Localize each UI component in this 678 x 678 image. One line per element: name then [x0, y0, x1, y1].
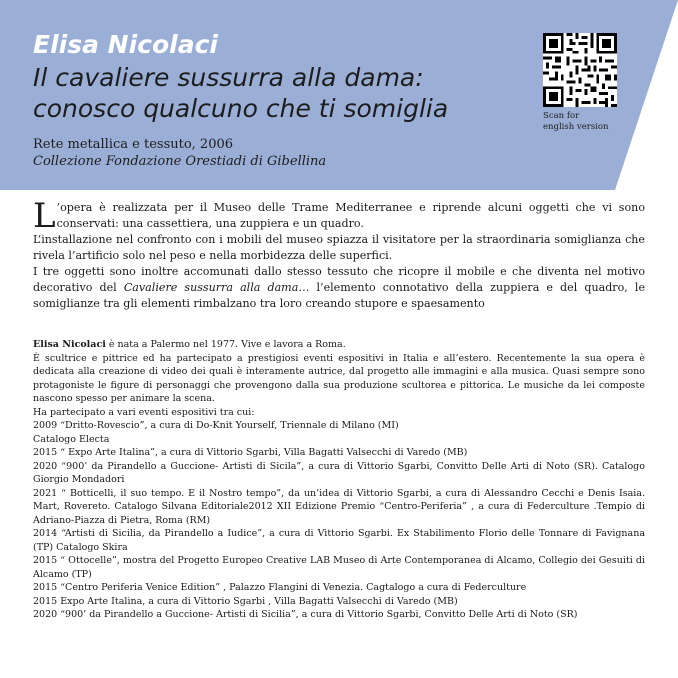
event-item: 2015 Expo Arte Italina, a cura di Vittorio Sgarbi , Villa Bagatti Valsecchi di Varedo (MB) — [33, 595, 458, 607]
description-paragraph-3 — [33, 264, 645, 312]
description-paragraph-3-start: I tre oggetti sono inoltre accomunati dallo stesso tessuto che ricopre il mobile e che diventa nel motivo decorativo del — [33, 265, 645, 294]
artwork-medium: Rete metallica e tessuto, 2006 — [33, 137, 234, 152]
artist-name: Elisa Nicolaci — [33, 30, 218, 59]
events-list — [33, 419, 645, 622]
description-paragraph-3-end: l’elemento connotativo della zuppiera e del quadro, le somiglianze tra gli elementi rimbalzano tra loro creando stupore e spaesamento — [33, 281, 646, 310]
description-paragraph-1 — [33, 196, 645, 236]
event-item: 2020 “900’ da Pirandello a Guccione- Artisti di Sicila”, a cura di Vittorio Sgarbi, Convitto Delle Arti di Noto (SR). Catalogo Giorgio Mondadori — [33, 460, 645, 485]
qr-block[interactable] — [543, 33, 623, 133]
qr-caption-line1: Scan for — [543, 111, 580, 121]
artwork-title-line2: conosco qualcuno che ti somiglia — [33, 94, 449, 123]
description-paragraph-2: L’installazione nel confronto con i mobili del museo spiazza il visitatore per la straordinaria somiglianza che rivela l’artificio solo nel peso e nella morbidezza delle superfici. — [33, 233, 645, 262]
bio-intro-text: è nata a Palermo nel 1977. Vive e lavora a Roma. — [105, 339, 346, 350]
description-paragraph-1-text: ’opera è realizzata per il Museo delle Trame Mediterranee e riprende alcuni oggetti che vi sono conservati: una cassettiera, una zuppiera e un quadro. — [56, 201, 645, 230]
events-heading: Ha partecipato a vari eventi espositivi tra cui: — [33, 406, 255, 418]
artwork-title-line1: Il cavaliere sussurra alla dama: — [33, 63, 424, 92]
bio-artist-name: Elisa Nicolaci — [33, 339, 106, 350]
event-item: 2015 “ Expo Arte Italina”, a cura di Vittorio Sgarbi, Villa Bagatti Valsecchi di Varedo (MB) — [33, 447, 468, 458]
qr-caption — [543, 111, 623, 133]
artwork-title-inline: Cavaliere sussurra alla dama… — [123, 281, 310, 294]
header — [33, 30, 513, 170]
event-item: 2020 “900’ da Pirandello a Guccione- Artisti di Sicilia”, a cura di Vittorio Sgarbi, Convitto Delle Arti di Noto (SR) — [33, 609, 578, 620]
bio-paragraph: È scultrice e pittrice ed ha partecipato a prestigiosi eventi espositivi in Italia e all’estero. Recentemente la sua opera è dedicata alla creazione di video dei quali è interamente autrice, dal progetto alle immagini e alla musica. Quasi sempre sono protagoniste le figure di personaggi che provengono dalla sua produzione scultorea e pittorica. Le musiche da lei composte nascono spesso per animare la scena. — [33, 352, 645, 404]
event-item: Catalogo Electa — [33, 433, 110, 445]
event-item: 2009 “Dritto-Rovescio”, a cura di Do-Knit Yourself, Triennale di Milano (MI) — [33, 420, 399, 431]
event-item: 2021 “ Botticelli, il suo tempo. E il Nostro tempo”, da un’idea di Vittorio Sgarbi, a cura di Alessandro Cecchi e Denis Isaia. Mart, Rovereto. Catalogo Silvana Editoriale2012 XII Edizione Premio “Centro-Periferia” , a cura di Federculture .Tempio di Adriano-Piazza di Pietra, Roma (RM) — [33, 487, 645, 526]
artwork-collection: Collezione Fondazione Orestiadi di Gibellina — [33, 154, 327, 169]
bio-intro — [33, 338, 645, 352]
artwork-title — [33, 62, 513, 124]
drop-cap: L — [33, 196, 56, 236]
qr-code-icon[interactable] — [543, 33, 617, 107]
event-item: 2014 “Artisti di Sicilia, da Pirandello a Iudice”, a cura di Vittorio Sgarbi. Ex Stabilimento Florio delle Tonnare di Favignana (TP) Catalogo Skira — [33, 528, 645, 553]
artwork-description — [33, 196, 646, 312]
event-item: 2015 “Centro Periferia Venice Edition” , Palazzo Flangini di Venezia. Cagtalogo a cura di Federculture — [33, 582, 527, 593]
qr-caption-line2: english version — [543, 122, 609, 132]
event-item: 2015 “ Ottocelle”, mostra del Progetto Europeo Creative LAB Museo di Arte Contemporanea di Alcamo, Collegio dei Gesuiti di Alcamo (TP) — [33, 555, 645, 580]
artist-biography — [33, 338, 645, 622]
